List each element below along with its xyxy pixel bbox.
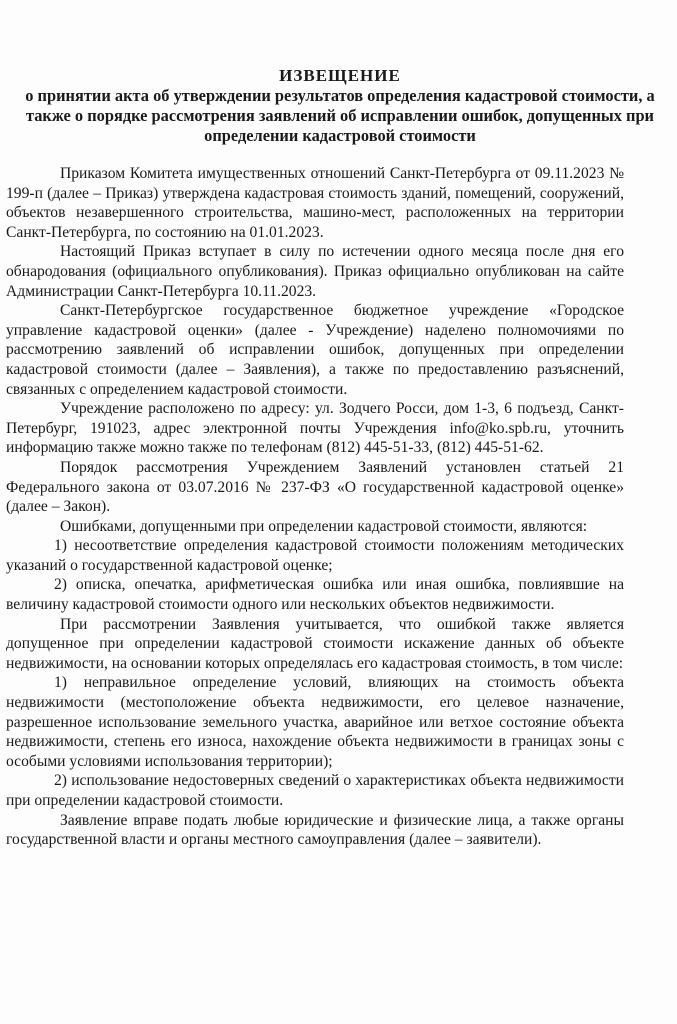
list-item-error-2: 2) описка, опечатка, арифметическая ошибка или иная ошибка, повлиявшие на величину кадастровой стоимости одного или нескольких объектов недвижимости. xyxy=(6,576,624,614)
paragraph-institution-powers: Санкт-Петербургское государственное бюджетное учреждение «Городское управление кадастровой оценки» (далее - Учреждение) наделено полномочиями по рассмотрению заявлений об исправлении ошибок, допущенных при определении кадастровой стоимости (далее – Заявления), а также по предоставлению разъяснений, связанных с определением кадастровой стоимости. xyxy=(6,302,624,398)
list-item-distortion-2: 2) использование недостоверных сведений о характеристиках объекта недвижимости при определении кадастровой стоимости. xyxy=(6,772,624,809)
list-item-distortion-1: 1) неправильное определение условий, влияющих на стоимость объекта недвижимости (местоположение объекта недвижимости, его целевое назначение, разрешенное использование земельного участка, аварийное или ветхое состояние объекта недвижимости, степень его износа, нахождение объекта недвижимости в границах зоны с особыми условиями использования территории); xyxy=(6,674,624,770)
paragraph-order-approval: Приказом Комитета имущественных отношений Санкт-Петербурга от 09.11.2023 № 199-п (далее – Приказ) утверждена кадастровая стоимость зданий, помещений, сооружений, объектов незавершенного строительства, машино-мест, расположенных на территории Санкт-Петербурга, по состоянию на 01.01.2023. xyxy=(6,165,624,241)
paragraph-contacts: Учреждение расположено по адресу: ул. Зодчего Росси, дом 1-3, 6 подъезд, Санкт-Петербург, 191023, адрес электронной почты Учреждения info@ko.spb.ru, уточнить информацию также можно также по телефонам (812) 445-51-33, (812) 445-51-62. xyxy=(6,400,624,457)
paragraph-distortion: При рассмотрении Заявления учитывается, что ошибкой также является допущенное при определении кадастровой стоимости искажение данных об объекте недвижимости, на основании которых определялась его кадастровая стоимость, в том числе: xyxy=(6,615,624,672)
list-item-error-1: 1) несоответствие определения кадастровой стоимости положениям методических указаний о государственной кадастровой оценке; xyxy=(6,537,624,574)
notice-body xyxy=(6,164,624,850)
paragraph-applicants: Заявление вправе подать любые юридические и физические лица, а также органы государственной власти и органы местного самоуправления (далее – заявители). xyxy=(6,811,624,849)
notice-title: ИЗВЕЩЕНИЕ xyxy=(279,66,401,85)
notice-header xyxy=(20,66,660,146)
notice-subtitle: о принятии акта об утверждении результатов определения кадастровой стоимости, а также о порядке рассмотрения заявлений об исправлении ошибок, допущенных при определении кадастровой стоимости xyxy=(25,86,655,145)
paragraph-procedure: Порядок рассмотрения Учреждением Заявлений установлен статьей 21 Федерального закона от 03.07.2016 № 237-ФЗ «О государственной кадастровой оценке» (далее – Закон). xyxy=(6,458,624,516)
paragraph-errors-intro: Ошибками, допущенными при определении кадастровой стоимости, являются: xyxy=(60,517,588,535)
paragraph-effective-date: Настоящий Приказ вступает в силу по истечении одного месяца после дня его обнародования (официального опубликования). Приказ официально опубликован на сайте Администрации Санкт-Петербурга 10.11.2023. xyxy=(6,243,624,300)
